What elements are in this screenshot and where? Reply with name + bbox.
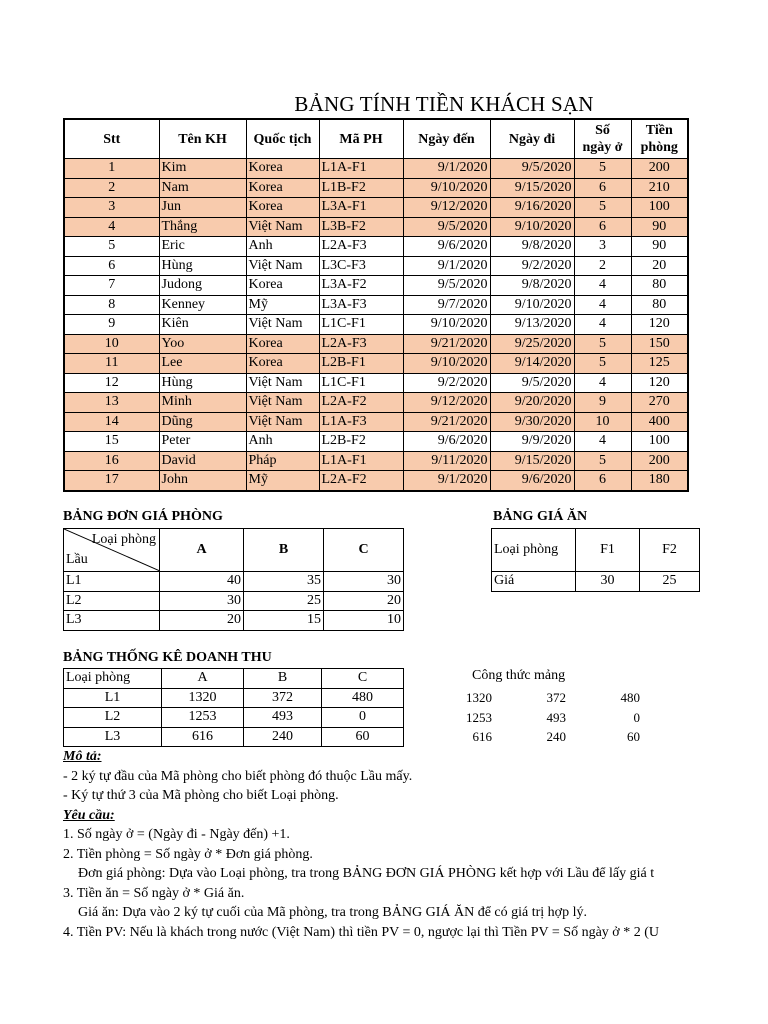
cell-dep: 9/10/2020 [490,217,574,237]
revenue-row [64,727,404,747]
table-row [64,432,688,452]
table-row [64,334,688,354]
food-f1-header: F1 [576,529,640,572]
cell-stt: 16 [64,451,159,471]
revenue-header-b: B [244,669,322,689]
cell-dep: 9/30/2020 [490,412,574,432]
revenue-table [63,668,404,747]
cell-nat: Korea [246,178,319,198]
cell-days: 5 [574,159,631,179]
cell-code: L1A-F3 [319,412,403,432]
cell-dep: 9/15/2020 [490,451,574,471]
table-row [64,354,688,374]
cell-stt: 11 [64,354,159,374]
cell-arr: 9/5/2020 [403,217,490,237]
cell-nat: Việt Nam [246,256,319,276]
array-formula-values [420,688,640,747]
cell-stt: 6 [64,256,159,276]
cell-arr: 9/12/2020 [403,198,490,218]
requirement-2: 2. Tiền phòng = Số ngày ở * Đơn giá phòng. [63,846,313,862]
array-cell: 493 [546,709,566,725]
cell-code: L2B-F2 [319,432,403,452]
cell-arr: 9/5/2020 [403,276,490,296]
array-cell: 480 [620,690,640,705]
floor-label: L3 [64,611,160,631]
cell-code: L2A-F3 [319,334,403,354]
cell-name: Minh [159,393,246,413]
header-cell: Stt [64,119,159,159]
cell-rent: 20 [631,256,688,276]
cell-dep: 9/25/2020 [490,334,574,354]
cell-arr: 9/12/2020 [403,393,490,413]
cell-nat: Anh [246,432,319,452]
cell-days: 5 [574,354,631,374]
room-price-cell: 35 [244,572,324,592]
food-price-label: Giá [492,572,576,592]
cell-days: 3 [574,237,631,257]
room-price-cell: 25 [244,591,324,611]
cell-dep: 9/5/2020 [490,373,574,393]
cell-rent: 120 [631,373,688,393]
revenue-cell: 240 [244,727,322,747]
cell-dep: 9/8/2020 [490,237,574,257]
cell-code: L1A-F1 [319,451,403,471]
revenue-header-a: A [162,669,244,689]
table-row [64,178,688,198]
cell-name: Judong [159,276,246,296]
requirement-3-detail: Giá ăn: Dựa vào 2 ký tự cuối của Mã phòng, tra trong BẢNG GIÁ ĂN để có giá trị hợp lý. [78,905,587,920]
cell-name: Thắng [159,217,246,237]
description-title: Mô tả: [63,749,102,764]
revenue-cell: 616 [162,727,244,747]
cell-rent: 400 [631,412,688,432]
revenue-cell: 1320 [162,688,244,708]
cell-stt: 3 [64,198,159,218]
cell-stt: 5 [64,237,159,257]
requirement-3: 3. Tiền ăn = Số ngày ở * Giá ăn. [63,885,245,901]
array-cell: 240 [546,729,566,744]
cell-dep: 9/10/2020 [490,295,574,315]
cell-nat: Anh [246,237,319,257]
cell-dep: 9/15/2020 [490,178,574,198]
cell-days: 6 [574,217,631,237]
requirement-2-detail: Đơn giá phòng: Dựa vào Loại phòng, tra trong BẢNG ĐƠN GIÁ PHÒNG kết hợp với Lầu để lấy giá t [78,866,655,881]
cell-name: Peter [159,432,246,452]
cell-code: L3A-F2 [319,276,403,296]
room-price-title: BẢNG ĐƠN GIÁ PHÒNG [63,509,223,524]
cell-nat: Korea [246,354,319,374]
cell-rent: 90 [631,237,688,257]
col-header-b: B [244,529,324,572]
array-row [420,727,640,747]
cell-dep: 9/20/2020 [490,393,574,413]
room-price-cell: 30 [324,572,404,592]
cell-stt: 1 [64,159,159,179]
table-row [64,295,688,315]
table-row [64,315,688,335]
cell-nat: Korea [246,198,319,218]
col-header-c: C [324,529,404,572]
cell-stt: 17 [64,471,159,491]
cell-rent: 270 [631,393,688,413]
header-cell: Ngày đi [490,119,574,159]
array-cell: 1253 [466,709,492,725]
cell-rent: 120 [631,315,688,335]
cell-code: L3A-F3 [319,295,403,315]
corner-bottom-label: Lầu [66,552,88,567]
cell-name: Kenney [159,295,246,315]
cell-arr: 9/10/2020 [403,315,490,335]
header-cell: Số ngày ở [574,119,631,159]
array-row [420,688,640,708]
cell-rent: 125 [631,354,688,374]
room-price-cell: 30 [160,591,244,611]
array-cell: 60 [627,729,640,744]
col-header-a: A [160,529,244,572]
cell-dep: 9/6/2020 [490,471,574,491]
cell-arr: 9/10/2020 [403,354,490,374]
cell-stt: 7 [64,276,159,296]
cell-nat: Korea [246,276,319,296]
revenue-cell: 493 [244,708,322,728]
cell-code: L1C-F1 [319,315,403,335]
food-room-type-label: Loại phòng [492,529,576,572]
cell-stt: 10 [64,334,159,354]
cell-dep: 9/8/2020 [490,276,574,296]
array-cell: 0 [633,709,640,725]
room-price-cell: 20 [160,611,244,631]
cell-days: 9 [574,393,631,413]
cell-name: Hùng [159,373,246,393]
revenue-floor: L1 [64,688,162,708]
table-row [64,451,688,471]
room-price-cell: 15 [244,611,324,631]
cell-name: Nam [159,178,246,198]
table-row [64,373,688,393]
cell-days: 5 [574,451,631,471]
array-formula-label: Công thức mảng [472,668,566,683]
cell-days: 6 [574,471,631,491]
cell-stt: 9 [64,315,159,335]
cell-code: L1C-F1 [319,373,403,393]
cell-nat: Mỹ [246,295,319,315]
cell-stt: 15 [64,432,159,452]
table-header-row [64,119,688,159]
cell-days: 4 [574,373,631,393]
cell-days: 5 [574,198,631,218]
cell-name: Dũng [159,412,246,432]
cell-arr: 9/6/2020 [403,432,490,452]
room-price-row [64,572,404,592]
cell-dep: 9/13/2020 [490,315,574,335]
cell-days: 2 [574,256,631,276]
cell-nat: Việt Nam [246,373,319,393]
cell-arr: 9/7/2020 [403,295,490,315]
room-price-row [64,611,404,631]
revenue-cell: 60 [322,727,404,747]
cell-rent: 200 [631,451,688,471]
table-row [64,471,688,491]
cell-name: Yoo [159,334,246,354]
cell-rent: 80 [631,276,688,296]
hotel-bill-table [63,118,689,492]
room-price-cell: 10 [324,611,404,631]
cell-rent: 210 [631,178,688,198]
cell-arr: 9/21/2020 [403,334,490,354]
cell-code: L2A-F2 [319,393,403,413]
room-price-cell: 40 [160,572,244,592]
cell-arr: 9/11/2020 [403,451,490,471]
table-row [64,256,688,276]
header-cell: Tiền phòng [631,119,688,159]
revenue-cell: 480 [322,688,404,708]
revenue-cell: 372 [244,688,322,708]
diagonal-header-cell [64,529,160,572]
cell-days: 4 [574,315,631,335]
cell-rent: 80 [631,295,688,315]
cell-arr: 9/1/2020 [403,159,490,179]
cell-code: L2B-F1 [319,354,403,374]
cell-days: 5 [574,334,631,354]
cell-stt: 8 [64,295,159,315]
revenue-cell: 1253 [162,708,244,728]
cell-arr: 9/2/2020 [403,373,490,393]
cell-arr: 9/21/2020 [403,412,490,432]
cell-name: Kim [159,159,246,179]
array-cell: 1320 [466,690,492,705]
revenue-floor: L3 [64,727,162,747]
cell-code: L2A-F2 [319,471,403,491]
revenue-header-c: C [322,669,404,689]
cell-days: 4 [574,432,631,452]
requirements-title: Yêu cầu: [63,807,115,823]
room-price-table [63,528,404,631]
cell-nat: Pháp [246,451,319,471]
cell-days: 4 [574,295,631,315]
cell-dep: 9/16/2020 [490,198,574,218]
table-row [64,159,688,179]
cell-name: Hùng [159,256,246,276]
cell-arr: 9/1/2020 [403,471,490,491]
cell-stt: 2 [64,178,159,198]
cell-name: Kiên [159,315,246,335]
cell-code: L3B-F2 [319,217,403,237]
cell-dep: 9/9/2020 [490,432,574,452]
table-row [64,217,688,237]
array-row [420,708,640,728]
food-f2-header: F2 [640,529,700,572]
floor-label: L1 [64,572,160,592]
cell-stt: 12 [64,373,159,393]
cell-code: L2A-F3 [319,237,403,257]
cell-rent: 90 [631,217,688,237]
cell-name: John [159,471,246,491]
cell-arr: 9/1/2020 [403,256,490,276]
requirement-4: 4. Tiền PV: Nếu là khách trong nước (Việt Nam) thì tiền PV = 0, ngược lại thì Tiền PV = Số ngày ở * 2 (U [63,924,659,940]
header-cell: Tên KH [159,119,246,159]
cell-name: David [159,451,246,471]
food-f1-price: 30 [576,572,640,592]
revenue-cell: 0 [322,708,404,728]
cell-nat: Korea [246,334,319,354]
cell-rent: 100 [631,432,688,452]
array-cell: 372 [546,690,566,705]
table-row [64,237,688,257]
cell-rent: 180 [631,471,688,491]
cell-nat: Việt Nam [246,217,319,237]
cell-name: Eric [159,237,246,257]
description-line-2: - Ký tự thứ 3 của Mã phòng cho biết Loại phòng. [63,788,339,803]
cell-code: L1A-F1 [319,159,403,179]
cell-rent: 200 [631,159,688,179]
cell-days: 10 [574,412,631,432]
cell-name: Lee [159,354,246,374]
room-price-cell: 20 [324,591,404,611]
header-cell: Quốc tịch [246,119,319,159]
cell-nat: Việt Nam [246,412,319,432]
room-price-row [64,591,404,611]
notes-block [63,747,708,942]
revenue-floor: L2 [64,708,162,728]
header-cell: Mã PH [319,119,403,159]
table-row [64,393,688,413]
cell-nat: Việt Nam [246,315,319,335]
requirement-1: 1. Số ngày ở = (Ngày đi - Ngày đến) +1. [63,827,290,842]
cell-days: 4 [574,276,631,296]
revenue-title: BẢNG THỐNG KÊ DOANH THU [63,650,272,665]
cell-name: Jun [159,198,246,218]
floor-label: L2 [64,591,160,611]
corner-top-label: Loại phòng [91,532,156,547]
array-cell: 616 [472,729,492,744]
table-row [64,412,688,432]
revenue-row [64,688,404,708]
description-line-1: - 2 ký tự đầu của Mã phòng cho biết phòng đó thuộc Lầu mấy. [63,768,413,784]
cell-dep: 9/14/2020 [490,354,574,374]
cell-nat: Mỹ [246,471,319,491]
food-price-table [491,528,700,592]
cell-rent: 150 [631,334,688,354]
cell-arr: 9/6/2020 [403,237,490,257]
food-f2-price: 25 [640,572,700,592]
table-row [64,276,688,296]
cell-code: L3A-F1 [319,198,403,218]
revenue-header-type: Loại phòng [64,669,162,689]
cell-dep: 9/5/2020 [490,159,574,179]
table-row [64,198,688,218]
cell-code: L1B-F2 [319,178,403,198]
cell-stt: 14 [64,412,159,432]
cell-stt: 4 [64,217,159,237]
page-title: BẢNG TÍNH TIỀN KHÁCH SẠN [294,92,594,116]
food-price-title: BẢNG GIÁ ĂN [493,509,588,524]
cell-nat: Việt Nam [246,393,319,413]
cell-dep: 9/2/2020 [490,256,574,276]
cell-nat: Korea [246,159,319,179]
cell-days: 6 [574,178,631,198]
header-cell: Ngày đến [403,119,490,159]
cell-code: L3C-F3 [319,256,403,276]
cell-arr: 9/10/2020 [403,178,490,198]
cell-stt: 13 [64,393,159,413]
cell-rent: 100 [631,198,688,218]
revenue-row [64,708,404,728]
